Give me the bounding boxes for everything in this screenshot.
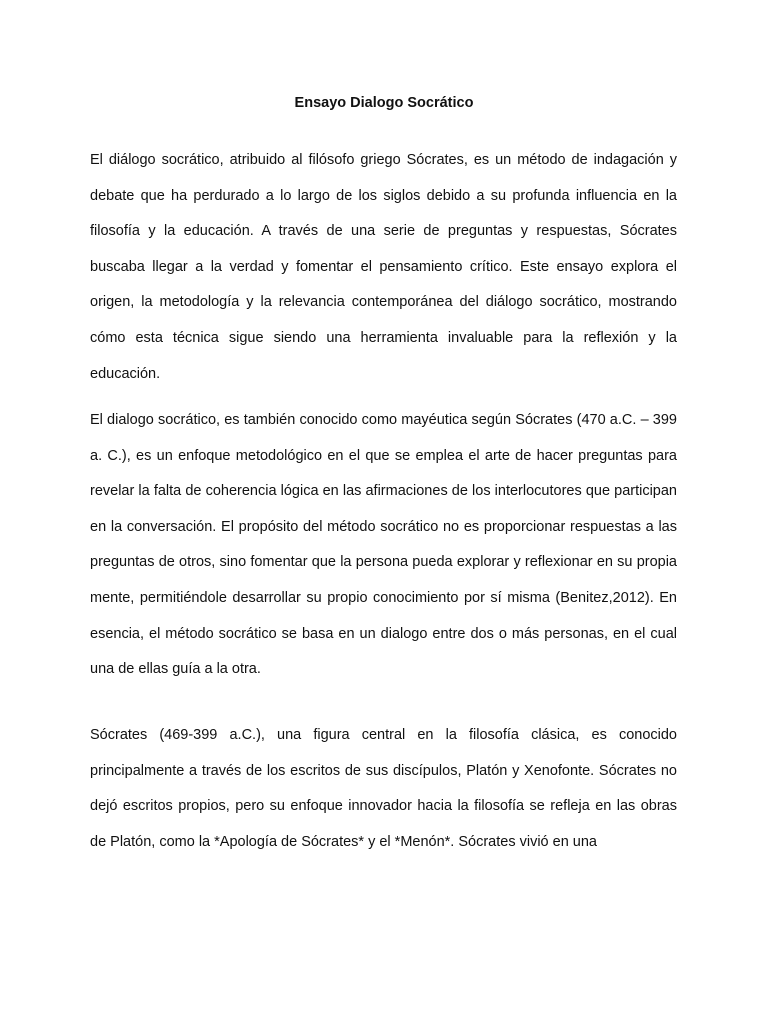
paragraph-mayeutica: El dialogo socrático, es también conocido como mayéutica según Sócrates (470 a.C. – 399 a. C.), es un enfoque metodológico en el que se emplea el arte de hacer preguntas para revelar la falta de coherencia lógica en las afirmaciones de los interlocutores que participan en la conversación. El propósito del método socrático no es proporcionar respuestas a las preguntas de otros, sino fomentar que la persona pueda explorar y reflexionar en su propia mente, permitiéndole desarrollar su propio conocimiento por sí misma (Benitez,2012). En esencia, el método socrático se basa en un dialogo entre dos o más personas, en el cual una de ellas guía a la otra. (90, 412, 677, 678)
paragraph-socrates-biography: Sócrates (469-399 a.C.), una figura central en la filosofía clásica, es conocido principalmente a través de los escritos de sus discípulos, Platón y Xenofonte. Sócrates no dejó escritos propios, pero su enfoque innovador hacia la filosofía se refleja en las obras de Platón, como la *Apología de Sócrates* y el *Menón*. Sócrates vivió en una (90, 727, 677, 850)
paragraph-introduction: El diálogo socrático, atribuido al filósofo griego Sócrates, es un método de indagación y debate que ha perdurado a lo largo de los siglos debido a su profunda influencia en la filosofía y la educación. A través de una serie de preguntas y respuestas, Sócrates buscaba llegar a la verdad y fomentar el pensamiento crítico. Este ensayo explora el origen, la metodología y la relevancia contemporánea del diálogo socrático, mostrando cómo esta técnica sigue siendo una herramienta invaluable para la reflexión y la educación. (90, 152, 677, 382)
document-title: Ensayo Dialogo Socrático (294, 95, 474, 111)
